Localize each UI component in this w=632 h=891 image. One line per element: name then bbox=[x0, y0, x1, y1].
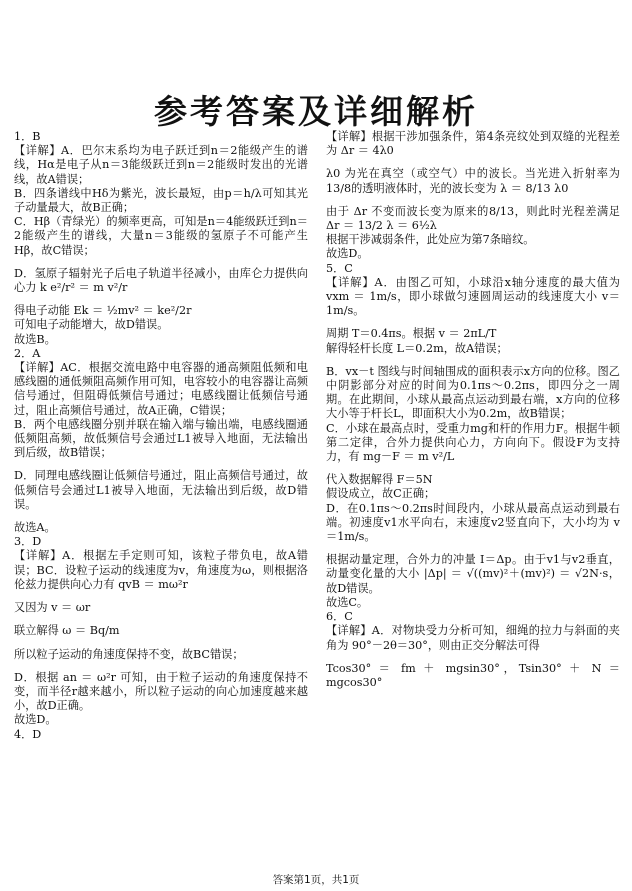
explanation-paragraph: 由于 Δr 不变而波长变为原来的8/13，则此时光程差满足 Δr ＝ 13/2 λ ＝ 6½λ bbox=[326, 204, 620, 233]
page-title: 参考答案及详细解析 bbox=[154, 92, 478, 131]
answer-choice: 故选A。 bbox=[14, 521, 56, 535]
explanation-paragraph: 可知电子动能增大，故D错误。 bbox=[14, 318, 169, 332]
explanation-paragraph: 根据动量定理，合外力的冲量 I＝Δp。由于v1与v2垂直，动量变化量的大小 |Δp| ＝ √((mv)²＋(mv)²) ＝ √2N·s，故D错误。 bbox=[326, 553, 620, 595]
explanation-paragraph: C．小球在最高点时，受重力mg和杆的作用力F。根据牛顿第二定律，合外力提供向心力，方向向下。假设F为支持力，有 mg－F ＝ m v²/L bbox=[326, 421, 620, 464]
explanation-paragraph: B．四条谱线中Hδ为紫光，波长最短，由p＝h/λ可知其光子动量最大，故B正确； bbox=[14, 186, 308, 215]
left-column bbox=[14, 130, 308, 742]
explanation-paragraph: 【详解】A．巴尔末系均为电子跃迁到n＝2能级产生的谱线，Hα是电子从n＝3能级跃迁到n＝2能级时发出的光谱线，故A错误； bbox=[14, 144, 308, 186]
answer-number: 6．C bbox=[326, 610, 353, 624]
equation-line: 得电子动能 Ek ＝ ½mv² ＝ ke²/2r bbox=[14, 304, 192, 318]
equation-line: Tcos30° ＝ fm ＋ mgsin30°，Tsin30° ＋ N ＝ mgcos30° bbox=[326, 661, 620, 689]
explanation-paragraph: D．根据 an ＝ ω²r 可知，由于粒子运动的角速度保持不变，而半径r越来越小，所以粒子运动的向心加速度越来越小，故D正确。 bbox=[14, 670, 308, 713]
explanation-paragraph: λ0 为光在真空（或空气）中的波长。当光进入折射率为13/8的透明液体时，光的波长变为 λ ＝ 8/13 λ0 bbox=[326, 167, 620, 195]
answer-number: 4．D bbox=[14, 727, 42, 741]
answer-number: 1．B bbox=[14, 130, 41, 143]
equation-line: 联立解得 ω ＝ Bq/m bbox=[14, 624, 120, 638]
explanation-paragraph: D．同理电感线圈让低频信号通过，阻止高频信号通过，故低频信号会通过L1被导入地面，无法输出到后级，故D错误。 bbox=[14, 469, 308, 511]
explanation-paragraph: 解得轻杆长度 L＝0.2m，故A错误； bbox=[326, 341, 508, 355]
explanation-paragraph: B．两个电感线圈分别并联在输入端与输出端，电感线圈通低频阻高频，故低频信号会通过L1被导入地面，无法输出到后级，故B错误； bbox=[14, 417, 308, 460]
explanation-paragraph: D．在0.1πs～0.2πs时间段内，小球从最高点运动到最右端。初速度v1水平向右，末速度v2竖直向下，大小均为 v＝1m/s。 bbox=[326, 501, 620, 544]
explanation-paragraph: 【详解】根据干涉加强条件，第4条亮纹处到双缝的光程差为 Δr ＝ 4λ0 bbox=[326, 130, 620, 158]
explanation-paragraph: 【详解】A．由图乙可知，小球沿x轴分速度的最大值为 vxm ＝ 1m/s，即小球做匀速圆周运动的线速度大小 v＝1m/s。 bbox=[326, 275, 620, 318]
explanation-paragraph: 假设成立，故C正确； bbox=[326, 487, 436, 501]
answer-choice: 故选C。 bbox=[326, 595, 369, 609]
answer-number: 2．A bbox=[14, 346, 41, 360]
right-column bbox=[326, 130, 620, 690]
explanation-paragraph: 【详解】A．对物块受力分析可知，细绳的拉力与斜面的夹角为 90°－2θ＝30°，则由正交分解法可得 bbox=[326, 624, 620, 652]
answer-number: 3．D bbox=[14, 535, 42, 549]
equation-line: 代入数据解得 F＝5N bbox=[326, 473, 433, 487]
equation-line: D．氢原子辐射光子后电子轨道半径减小，由库仑力提供向心力 k e²/r² ＝ m v²/r bbox=[14, 266, 308, 295]
explanation-paragraph: 【详解】A．根据左手定则可知，该粒子带负电，故A错误；BC．设粒子运动的线速度为v，角速度为ω，则根据洛伦兹力提供向心力有 qvB ＝ mω²r bbox=[14, 549, 308, 591]
explanation-paragraph: 根据干涉减弱条件，此处应为第7条暗纹。 bbox=[326, 233, 535, 247]
equation-line: 周期 T＝0.4πs。根据 v ＝ 2πL/T bbox=[326, 327, 497, 341]
page-footer: 答案第1页，共1页 bbox=[272, 874, 360, 886]
explanation-paragraph: 所以粒子运动的角速度保持不变，故BC错误； bbox=[14, 647, 244, 661]
explanation-paragraph: C．Hβ（青绿光）的频率更高，可知是n＝4能级跃迁到n＝2能级产生的谱线，大量n＝3能级的氢原子不可能产生Hβ，故C错误； bbox=[14, 215, 308, 257]
answer-number: 5．C bbox=[326, 261, 353, 275]
answer-choice: 故选D。 bbox=[14, 713, 57, 727]
answer-choice: 故选B。 bbox=[14, 332, 56, 346]
answer-choice: 故选D。 bbox=[326, 247, 369, 261]
equation-line: 又因为 v ＝ ωr bbox=[14, 601, 91, 615]
explanation-paragraph: B．vx－t 图线与时间轴围成的面积表示x方向的位移。图乙中阴影部分对应的时间为0.1πs～0.2πs，即四分之一周期。在此期间，小球从最高点运动到最右端，x方向的位移大小等于杆长L，即面积大小为0.2m，故B错误； bbox=[326, 364, 620, 421]
explanation-paragraph: 【详解】AC．根据交流电路中电容器的通高频阻低频和电感线圈的通低频阻高频作用可知，电容较小的电容器让高频信号通过，但阻碍低频信号通过；电感线圈让低频信号通过，阻止高频信号通过，故A正确，C错误； bbox=[14, 361, 308, 417]
